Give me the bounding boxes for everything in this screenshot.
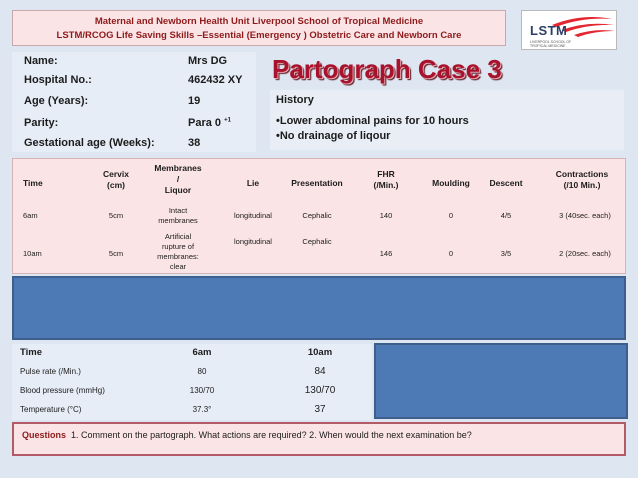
parity-value: Para 0 <box>188 117 222 129</box>
col-header-line: Membranes <box>154 163 202 173</box>
col-header-cervix <box>91 169 141 191</box>
col-header-descent: Descent <box>489 178 523 188</box>
col-header-line: / <box>176 174 180 184</box>
table-cell-descent: 3/5 <box>500 249 512 258</box>
col-header-line: Contractions <box>555 169 609 179</box>
table-cell-contractions: 2 (20sec. each) <box>559 249 611 258</box>
table-cell-presentation: Cephalic <box>302 211 332 220</box>
col-header-contractions <box>545 169 619 191</box>
table-cell-membranes <box>147 232 209 272</box>
col-header-line: Cervix <box>103 169 129 179</box>
obs-value-10am: 84 <box>314 366 326 377</box>
table-row <box>12 401 372 420</box>
col-header-membranes <box>147 163 209 196</box>
obs-label: Temperature (°C) <box>20 405 82 414</box>
partograph-chart-placeholder <box>12 276 626 340</box>
history-item: •Lower abdominal pains for 10 hours <box>276 115 469 127</box>
lstm-logo <box>521 10 617 50</box>
partograph-table <box>12 158 626 274</box>
table-cell-fhr: 140 <box>379 211 393 220</box>
table-cell-descent: 4/5 <box>500 211 512 220</box>
col-header-lie: Lie <box>246 178 260 188</box>
obs-value-6am: 130/70 <box>189 386 215 395</box>
patient-row-hospital-no <box>12 71 256 91</box>
patient-info-panel <box>12 52 256 152</box>
patient-value: 462432 XY <box>188 74 243 86</box>
patient-row-gestational-age <box>12 134 256 154</box>
membranes-line: membranes <box>158 216 198 225</box>
history-item: •No drainage of liqour <box>276 130 391 142</box>
membranes-line: Intact <box>168 206 188 215</box>
patient-label: Age (Years): <box>24 95 89 107</box>
patient-value: 38 <box>188 137 201 149</box>
obs-value-10am: 37 <box>314 404 326 415</box>
history-panel <box>270 90 624 150</box>
col-header-line: FHR <box>377 169 395 179</box>
table-cell-cervix: 5cm <box>108 211 124 220</box>
patient-label: Gestational age (Weeks): <box>24 137 155 149</box>
col-header-line: Liquor <box>164 185 192 195</box>
questions-text: 1. Comment on the partograph. What actions are required? 2. When would the next examination be? <box>71 430 472 440</box>
history-title: History <box>276 94 314 106</box>
patient-label: Hospital No.: <box>24 74 92 86</box>
header-line-1: Maternal and Newborn Health Unit Liverpool School of Tropical Medicine <box>94 16 424 27</box>
obs-label: Blood pressure (mmHg) <box>20 386 105 395</box>
table-cell-lie: longitudinal <box>234 211 272 220</box>
patient-row-parity <box>12 114 256 134</box>
table-cell-cervix: 5cm <box>108 249 124 258</box>
table-cell-contractions: 3 (40sec. each) <box>559 211 611 220</box>
questions-label: Questions <box>22 430 67 440</box>
col-header-line: (cm) <box>107 180 125 190</box>
obs-value-10am: 130/70 <box>304 385 336 396</box>
col-header-line: (/Min.) <box>373 180 399 190</box>
obs-header-cell: 6am <box>192 347 212 358</box>
obs-header-cell: Time <box>20 347 43 358</box>
membranes-line: rupture of <box>161 242 195 251</box>
logo-subtext: LIVERPOOL SCHOOL OF TROPICAL MEDICINE <box>530 40 572 48</box>
obs-label: Pulse rate (/Min.) <box>20 367 81 376</box>
table-cell-time: 6am <box>23 211 38 220</box>
col-header-presentation: Presentation <box>291 178 343 188</box>
table-cell-lie: longitudinal <box>234 237 272 246</box>
header-line-2: LSTM/RCOG Life Saving Skills –Essential (Emergency ) Obstetric Care and Newborn Care <box>56 30 462 41</box>
table-cell-time: 10am <box>23 249 42 258</box>
col-header-line: (/10 Min.) <box>563 180 601 190</box>
patient-row-name <box>12 52 256 72</box>
header-banner <box>12 10 506 46</box>
observations-header-row <box>12 344 372 363</box>
table-row <box>12 363 372 382</box>
table-cell-moulding: 0 <box>448 211 454 220</box>
obs-header-cell: 10am <box>307 347 333 358</box>
table-row <box>12 382 372 401</box>
patient-value <box>188 117 231 129</box>
patient-label: Name: <box>24 55 58 67</box>
obs-value-6am: 80 <box>197 367 207 376</box>
table-cell-membranes <box>147 206 209 226</box>
logo-text: LSTM <box>530 23 568 38</box>
questions-box <box>12 422 626 456</box>
membranes-line: Artificial <box>164 232 192 241</box>
patient-label: Parity: <box>24 117 59 129</box>
patient-value: 19 <box>188 95 201 107</box>
col-header-moulding: Moulding <box>432 178 470 188</box>
observations-table <box>12 344 372 420</box>
col-header-fhr <box>361 169 411 191</box>
obs-value-6am: 37.3° <box>192 405 212 414</box>
table-cell-presentation: Cephalic <box>302 237 332 246</box>
membranes-line: membranes: <box>157 252 199 261</box>
patient-value: Mrs DG <box>188 55 228 67</box>
parity-superscript: +1 <box>224 117 231 124</box>
page-title: Partograph Case 3 <box>272 54 502 84</box>
table-cell-fhr: 146 <box>379 249 393 258</box>
patient-row-age <box>12 92 256 112</box>
col-header-time: Time <box>23 178 43 188</box>
membranes-line: clear <box>169 262 187 271</box>
table-cell-moulding: 0 <box>448 249 454 258</box>
observations-placeholder-block <box>374 343 628 419</box>
